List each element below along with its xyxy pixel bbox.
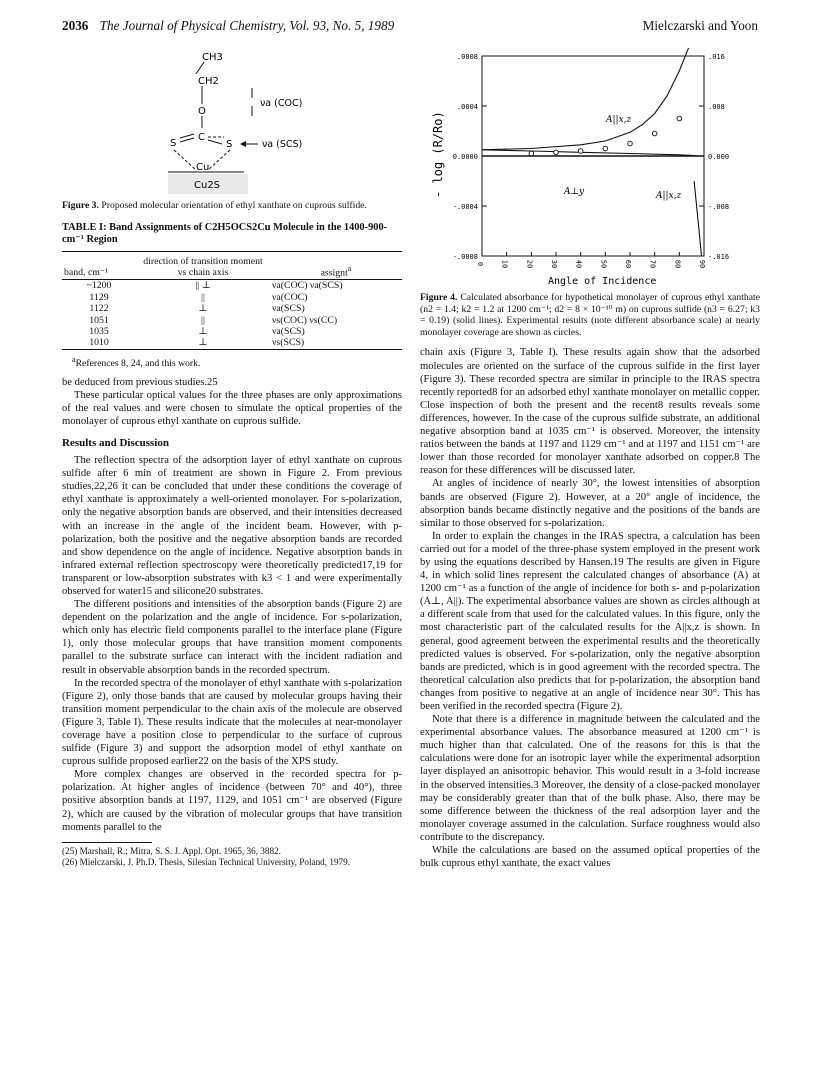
left-p1: These particular optical values for the three phases are only approximations of the real values and were chosen to simulate the optical properties of the monolayer of cuprous ethyl xanthate on cuprous sulfide. [62,389,402,427]
left-column [62,48,402,867]
x-tick-label: 0 [476,261,484,267]
left-p5: More complex changes are observed in the recorded spectra for p-polarization. At higher angles of incidence (between 70° and 40°), three positive absorption bands at 1197, 1129, and 1051 cm⁻¹ are observed (Figure 2), which are caused by the vibration of molecular groups that have transition moments parallel to the [62,769,402,833]
table-cell: || [201,314,205,326]
table-row [62,280,402,292]
left-p2: The reflection spectra of the adsorption layer of ethyl xanthate on cuprous sulfide after 6 min of treatment are shown in Figure 2. From previous studies,22,26 it can be concluded that under these conditions the coverage of ethyl xanthate is approximately a well-oriented monolayer. For s-polarization, only the negative absorption bands are observed, and their intensities decreased with an increase in the angle of the incident beam. However, with p-polarization, both the positive and the negative absorption bands are recorded and show dependence on the angle of incidence. Negative absorption bands in infrared external reflection spectroscopy were theoretically predicted17,19 for transparent or low-absorption substrates with k3 < 1 and were experimentally observed for water15 and silicone20 substrates. [62,455,402,597]
label-s-left: S [170,138,177,149]
table-cell: || ⊥ [195,280,211,292]
y-tick-label: -.0004 [452,203,478,211]
label-o: O [198,106,206,117]
table-row [62,303,402,314]
table-row [62,337,402,348]
table1-header-band: band, cm⁻¹ [62,255,136,280]
label-a-parallel-top: A||x,z [606,115,632,125]
y2-tick-label: 0.000 [708,153,730,161]
table-cell: ⊥ [198,325,208,337]
label-nu-scs: νa (SCS) [262,139,303,150]
label-c: C [198,132,205,143]
section-heading-results: Results and Discussion [62,436,169,449]
experimental-point [652,131,657,136]
left-p0: be deduced from previous studies.25 [62,376,218,388]
table-cell: ~1200 [86,280,112,292]
experimental-point [554,150,559,155]
table-cell: ⊥ [198,303,208,315]
figure4-caption [420,292,760,338]
left-p3: The different positions and intensities of the absorption bands (Figure 2) are dependent on the polarization and the angle of incidence. For s-polarization, which only has electric field components parallel to the interface plane (Figure 1), only those molecular groups that have transition moment components parallel to the substrate surface can interact with the incident radiation and result in observable absorption bands in the recorded spectrum. [62,599,402,676]
experimental-point [677,116,682,121]
right-p1: chain axis (Figure 3, Table I). These results again show that the adsorbed molecules are oriented on the surface of the cuprous sulfide in the first layer (Figure 3). These recorded spectra are similar in principle to the IRAS spectra recently reported8 for an adsorbed ethyl xanthate monolayer on metallic copper. Close inspection of both the present and the recent8 results reveals some differences, however. In the case of the cuprous sulfide substrate, an additional negative absorption band at 1035 cm⁻¹ is observed. Moreover, the intensity ratios between the bands at 1197 and 1129 cm⁻¹ and at 1197 and 1151 cm⁻¹ are lower than those recorded for monolayer xanthate adsorbed on copper.8 The reason for these differences will be discussed later. [420,347,760,477]
table-cell: 1035 [89,325,109,337]
figure3-caption-text: Proposed molecular orientation of ethyl xanthate on cuprous sulfide. [101,200,367,212]
x-tick-label: 20 [525,259,534,269]
label-a-perp: A⊥y [564,187,585,197]
x-tick-label: 90 [698,259,706,269]
series-line-1 [482,150,699,156]
y2-tick-label: -.008 [708,203,730,211]
table-cell: νs(SCS) [272,337,305,349]
table1-header-direction: direction of transition moment vs chain axis [136,255,270,280]
figure3-structure-diagram [62,48,402,196]
experimental-point [603,146,608,151]
y-tick-label: .0008 [456,53,478,61]
label-nu-coc: νa (COC) [260,98,303,109]
label-cu2s: Cu2S [194,180,221,191]
page-header [62,18,758,40]
figure4-ylabel: - log (R/Ro) [431,111,445,198]
right-column [420,48,760,870]
table-row [62,326,402,337]
left-p4: In the recorded spectra of the monolayer of ethyl xanthate with s-polarization (Figure 2), only those bands that are caused by molecular groups having their transition moment perpendicular to the chain axis of the molecule are observed (Figure 3, Table I). These results indicate that the molecules at near-monolayer coverage have a position close to perpendicular to the surface of cuprous sulfide (Figure 3) and support the adsorption model of ethyl xanthate on cuprous sulfide proposed earlier22 on the basis of the XPS study. [62,677,402,768]
y2-tick-label: .008 [708,103,725,111]
right-p5: While the calculations are based on the assumed optical properties of the bulk cuprous ethyl xanthate, the exact values [420,845,760,870]
x-tick-label: 80 [673,259,682,269]
figure4-xlabel: Angle of Incidence [548,276,657,287]
page-number: 2036 [62,18,89,33]
experimental-point [628,141,633,146]
y-tick-label: .0004 [456,103,478,111]
y-tick-label: 0.0000 [452,153,478,161]
figure4-caption-label: Figure 4. [420,292,458,304]
label-cu: Cu [196,162,210,173]
footnote-ref25: (25) Marshall, R.; Mitra, S. S. J. Appl. Opt. 1965, 36, 3882. [62,845,281,856]
table-cell: 1129 [89,291,109,303]
label-s-right: S [226,139,233,150]
journal-citation: The Journal of Physical Chemistry, Vol. 93, No. 5, 1989 [99,18,395,33]
figure4-caption-text: Calculated absorbance for hypothetical monolayer of cuprous ethyl xanthate (n2 = 1.4; k2 = 1.2 at 1200 cm⁻¹; d2 = 8 × 10⁻¹⁰ m) on cuprous sulfide (n3 = 6.27; k3 = 0.19) (solid lines). Experimental results (note different absorbance scale) at nearly monolayer coverage are shown as circles. [420,292,761,338]
author-running-head: Mielczarski and Yoon [642,18,758,33]
y2-tick-label: .016 [708,53,725,61]
x-tick-label: 60 [624,259,632,269]
table-cell: 1051 [89,314,109,326]
series-line-0 [482,48,692,150]
x-tick-label: 30 [550,259,558,269]
table1-header-assignt [270,255,402,280]
right-p3: In order to explain the changes in the IRAS spectra, a calculation has been carried out for a model of the three-phase system employed in the present work by using the equations described by Hansen.19 The results are given in Figure 4, in which solid lines represent the calculated changes of absorbance (A) at 1200 cm⁻¹ as a function of the angle of incidence for both s- and p-polarization (A⊥, A||). The experimental absorbance values are shown as circles although at a different scale from that used for the calculated values. In this figure, only the most characteristic part of the calculated results for the A||x,z is shown. In general, good agreement between the experimental results and the theoretically predicted values is observed. For s-polarization, only the negative absorption bands are predicted, which is in good agreement with the recorded spectra. The theoretical calculation also predicts that for p-polarization, the absorption band changes from positive to negative at an angle of incidence near 30°. This has been verified in the recorded spectra (Figure 2). [420,530,760,712]
table1-footnote-text: References 8, 24, and this work. [75,357,201,369]
table-cell: ⊥ [198,337,208,349]
table-cell: νs(COC) νs(CC) [272,314,338,326]
figure3-caption [62,200,402,212]
right-p4: Note that there is a difference in magnitude between the calculated and the experimental absorbance values. The absorbance measured at 1200 cm⁻¹ is much higher than that calculated. One of the reasons for this is that the calculations were done for an isotropic layer while the experimental adsorption layer displayed an anisotropic behavior. This would result in a 3-fold increase in the observed intensities.3 Moreover, the density of a close-packed monolayer may be considerably greater than that of the bulk phase. Also, there may be some difference between the thickness of the real adsorption layer and the monolayer coverage assumed in the calculation. Surface roughness would also contribute to the discrepancy. [420,714,760,843]
table-cell: νa(SCS) [272,325,305,337]
table-cell: νa(COC) νa(SCS) [272,280,343,292]
header-left [62,18,394,40]
table1-title: TABLE I: Band Assignments of C2H5OCS2Cu Molecule in the 1400-900-cm⁻¹ Region [62,221,388,246]
experimental-point [578,149,583,154]
label-ch3: CH3 [202,52,223,63]
label-a-parallel-bottom: A||x,z [656,191,682,201]
y-tick-label: -.0008 [452,253,478,261]
x-tick-label: 50 [599,259,608,269]
y2-tick-label: -.016 [708,253,730,261]
table-cell: νa(SCS) [272,303,305,315]
table-cell: 1010 [89,337,109,349]
x-tick-label: 70 [648,259,657,269]
table1-header-sup: a [347,263,352,273]
series-line-2 [694,181,701,256]
table-cell: || [201,291,205,303]
table1-header-assignt-text: assignt [320,266,348,278]
table-cell: 1122 [89,303,109,315]
x-tick-label: 40 [574,259,583,269]
table-cell: νa(COC) [272,291,308,303]
right-p2: At angles of incidence of nearly 30°, the lowest intensities of absorption bands are observed (Figure 2). However, at a 20° angle of incidence, the absorption bands became distinctly negative and the positions of the bands are similar to those observed for s-polarization. [420,478,760,529]
figure4-chart [420,48,760,288]
footnote-ref26: (26) Mielczarski, J. Ph.D. Thesis, Silesian Technical University, Poland, 1979. [62,856,351,867]
figure3-caption-label: Figure 3. [62,200,99,212]
label-ch2: CH2 [198,76,219,87]
x-tick-label: 10 [500,259,509,269]
experimental-point [529,151,534,156]
table-row [62,315,402,326]
table1 [62,255,402,349]
table1-footnote: $^a$References 8, 24, and this work. [72,354,201,369]
table-row [62,292,402,303]
